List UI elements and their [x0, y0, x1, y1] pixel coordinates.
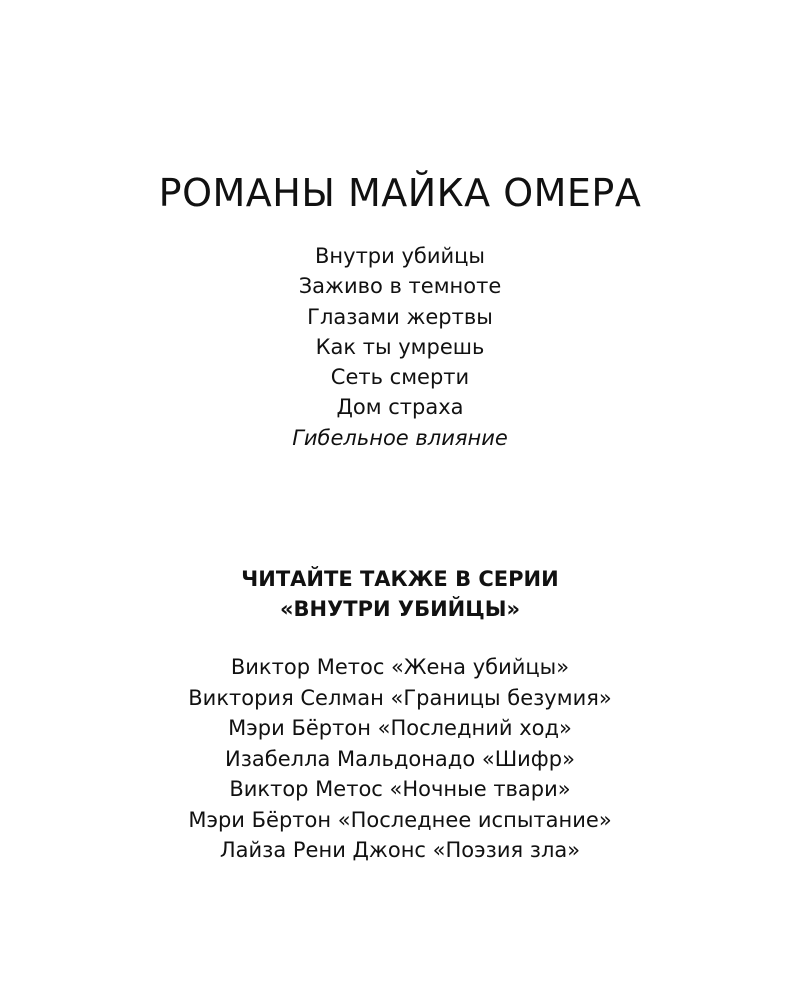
series-book-item: Изабелла Мальдонадо «Шифр»: [225, 746, 575, 771]
series-book-item: Виктор Метос «Ночные твари»: [229, 777, 571, 801]
novel-item: Глазами жертвы: [307, 304, 493, 329]
series-book-item: Лайза Рени Джонс «Поэзия зла»: [219, 838, 581, 862]
series-heading: [0, 564, 800, 624]
novel-item: Как ты умрешь: [315, 334, 485, 359]
page-title: РОМАНЫ МАЙКА ОМЕРА: [158, 171, 642, 215]
novel-item: Заживо в темноте: [298, 274, 502, 299]
series-book-item: Виктория Селман «Границы безумия»: [188, 685, 612, 710]
series-books-list: [0, 652, 800, 866]
series-heading-line1: ЧИТАЙТЕ ТАКЖЕ В СЕРИИ: [241, 567, 559, 591]
novels-list: [0, 241, 800, 453]
novel-item: Внутри убийцы: [315, 244, 485, 268]
novel-item: Дом страха: [336, 395, 464, 420]
novel-item-upcoming: Гибельное влияние: [292, 425, 508, 450]
series-book-item: Виктор Метос «Жена убийцы»: [230, 655, 570, 679]
series-book-item: Мэри Бёртон «Последний ход»: [228, 716, 572, 740]
novel-item: Сеть смерти: [330, 365, 470, 390]
series-heading-line2: «ВНУТРИ УБИЙЦЫ»: [279, 597, 521, 621]
series-book-item: Мэри Бёртон «Последнее испытание»: [188, 807, 612, 832]
